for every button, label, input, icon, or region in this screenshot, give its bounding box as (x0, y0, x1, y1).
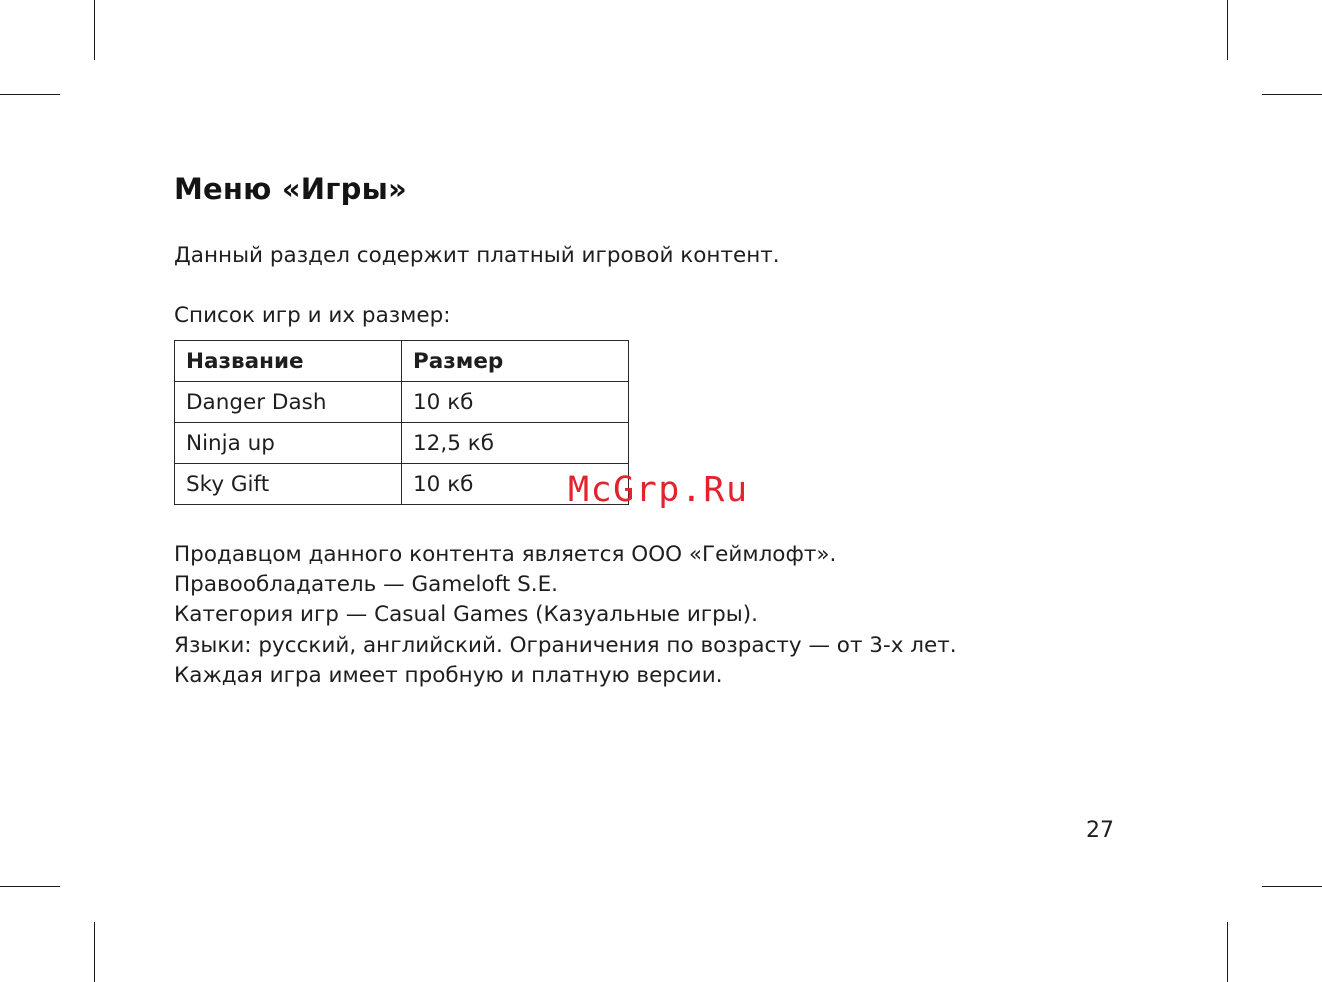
crop-mark-bottom-right-horizontal (1262, 886, 1322, 887)
page-title: Меню «Игры» (174, 172, 407, 206)
crop-mark-bottom-right-vertical (1227, 922, 1228, 982)
crop-mark-top-right-horizontal (1262, 94, 1322, 95)
page-number: 27 (1086, 818, 1114, 843)
content-info-list (174, 540, 957, 691)
column-header-name: Название (175, 341, 402, 382)
versions-line: Каждая игра имеет пробную и платную версии. (174, 662, 723, 688)
game-name-cell: Sky Gift (175, 464, 402, 505)
table-row (175, 382, 629, 423)
table-row (175, 423, 629, 464)
crop-mark-bottom-left-horizontal (0, 886, 60, 887)
watermark-text: McGrp.Ru (568, 470, 749, 510)
game-size-cell: 12,5 кб (402, 423, 629, 464)
intro-text: Данный раздел содержит платный игровой контент. (174, 243, 780, 268)
game-name-cell: Ninja up (175, 423, 402, 464)
crop-mark-top-right-vertical (1227, 0, 1228, 60)
crop-mark-top-left-horizontal (0, 94, 60, 95)
game-name-cell: Danger Dash (175, 382, 402, 423)
seller-line: Продавцом данного контента является ООО «Геймлофт». (174, 542, 837, 567)
rights-holder-line: Правообладатель — Gameloft S.E. (174, 572, 559, 598)
games-list-caption: Список игр и их размер: (174, 303, 451, 328)
table-header-row (175, 341, 629, 382)
table-row (175, 464, 629, 505)
game-size-cell: 10 кб (402, 382, 629, 423)
crop-mark-top-left-vertical (94, 0, 95, 60)
games-table (174, 340, 629, 505)
column-header-size: Размер (402, 341, 629, 382)
languages-age-line: Языки: русский, английский. Ограничения по возрасту — от 3-х лет. (174, 632, 957, 658)
crop-mark-bottom-left-vertical (94, 922, 95, 982)
game-size-cell: 10 кб (402, 464, 629, 505)
category-line: Категория игр — Casual Games (Казуальные игры). (174, 602, 758, 628)
